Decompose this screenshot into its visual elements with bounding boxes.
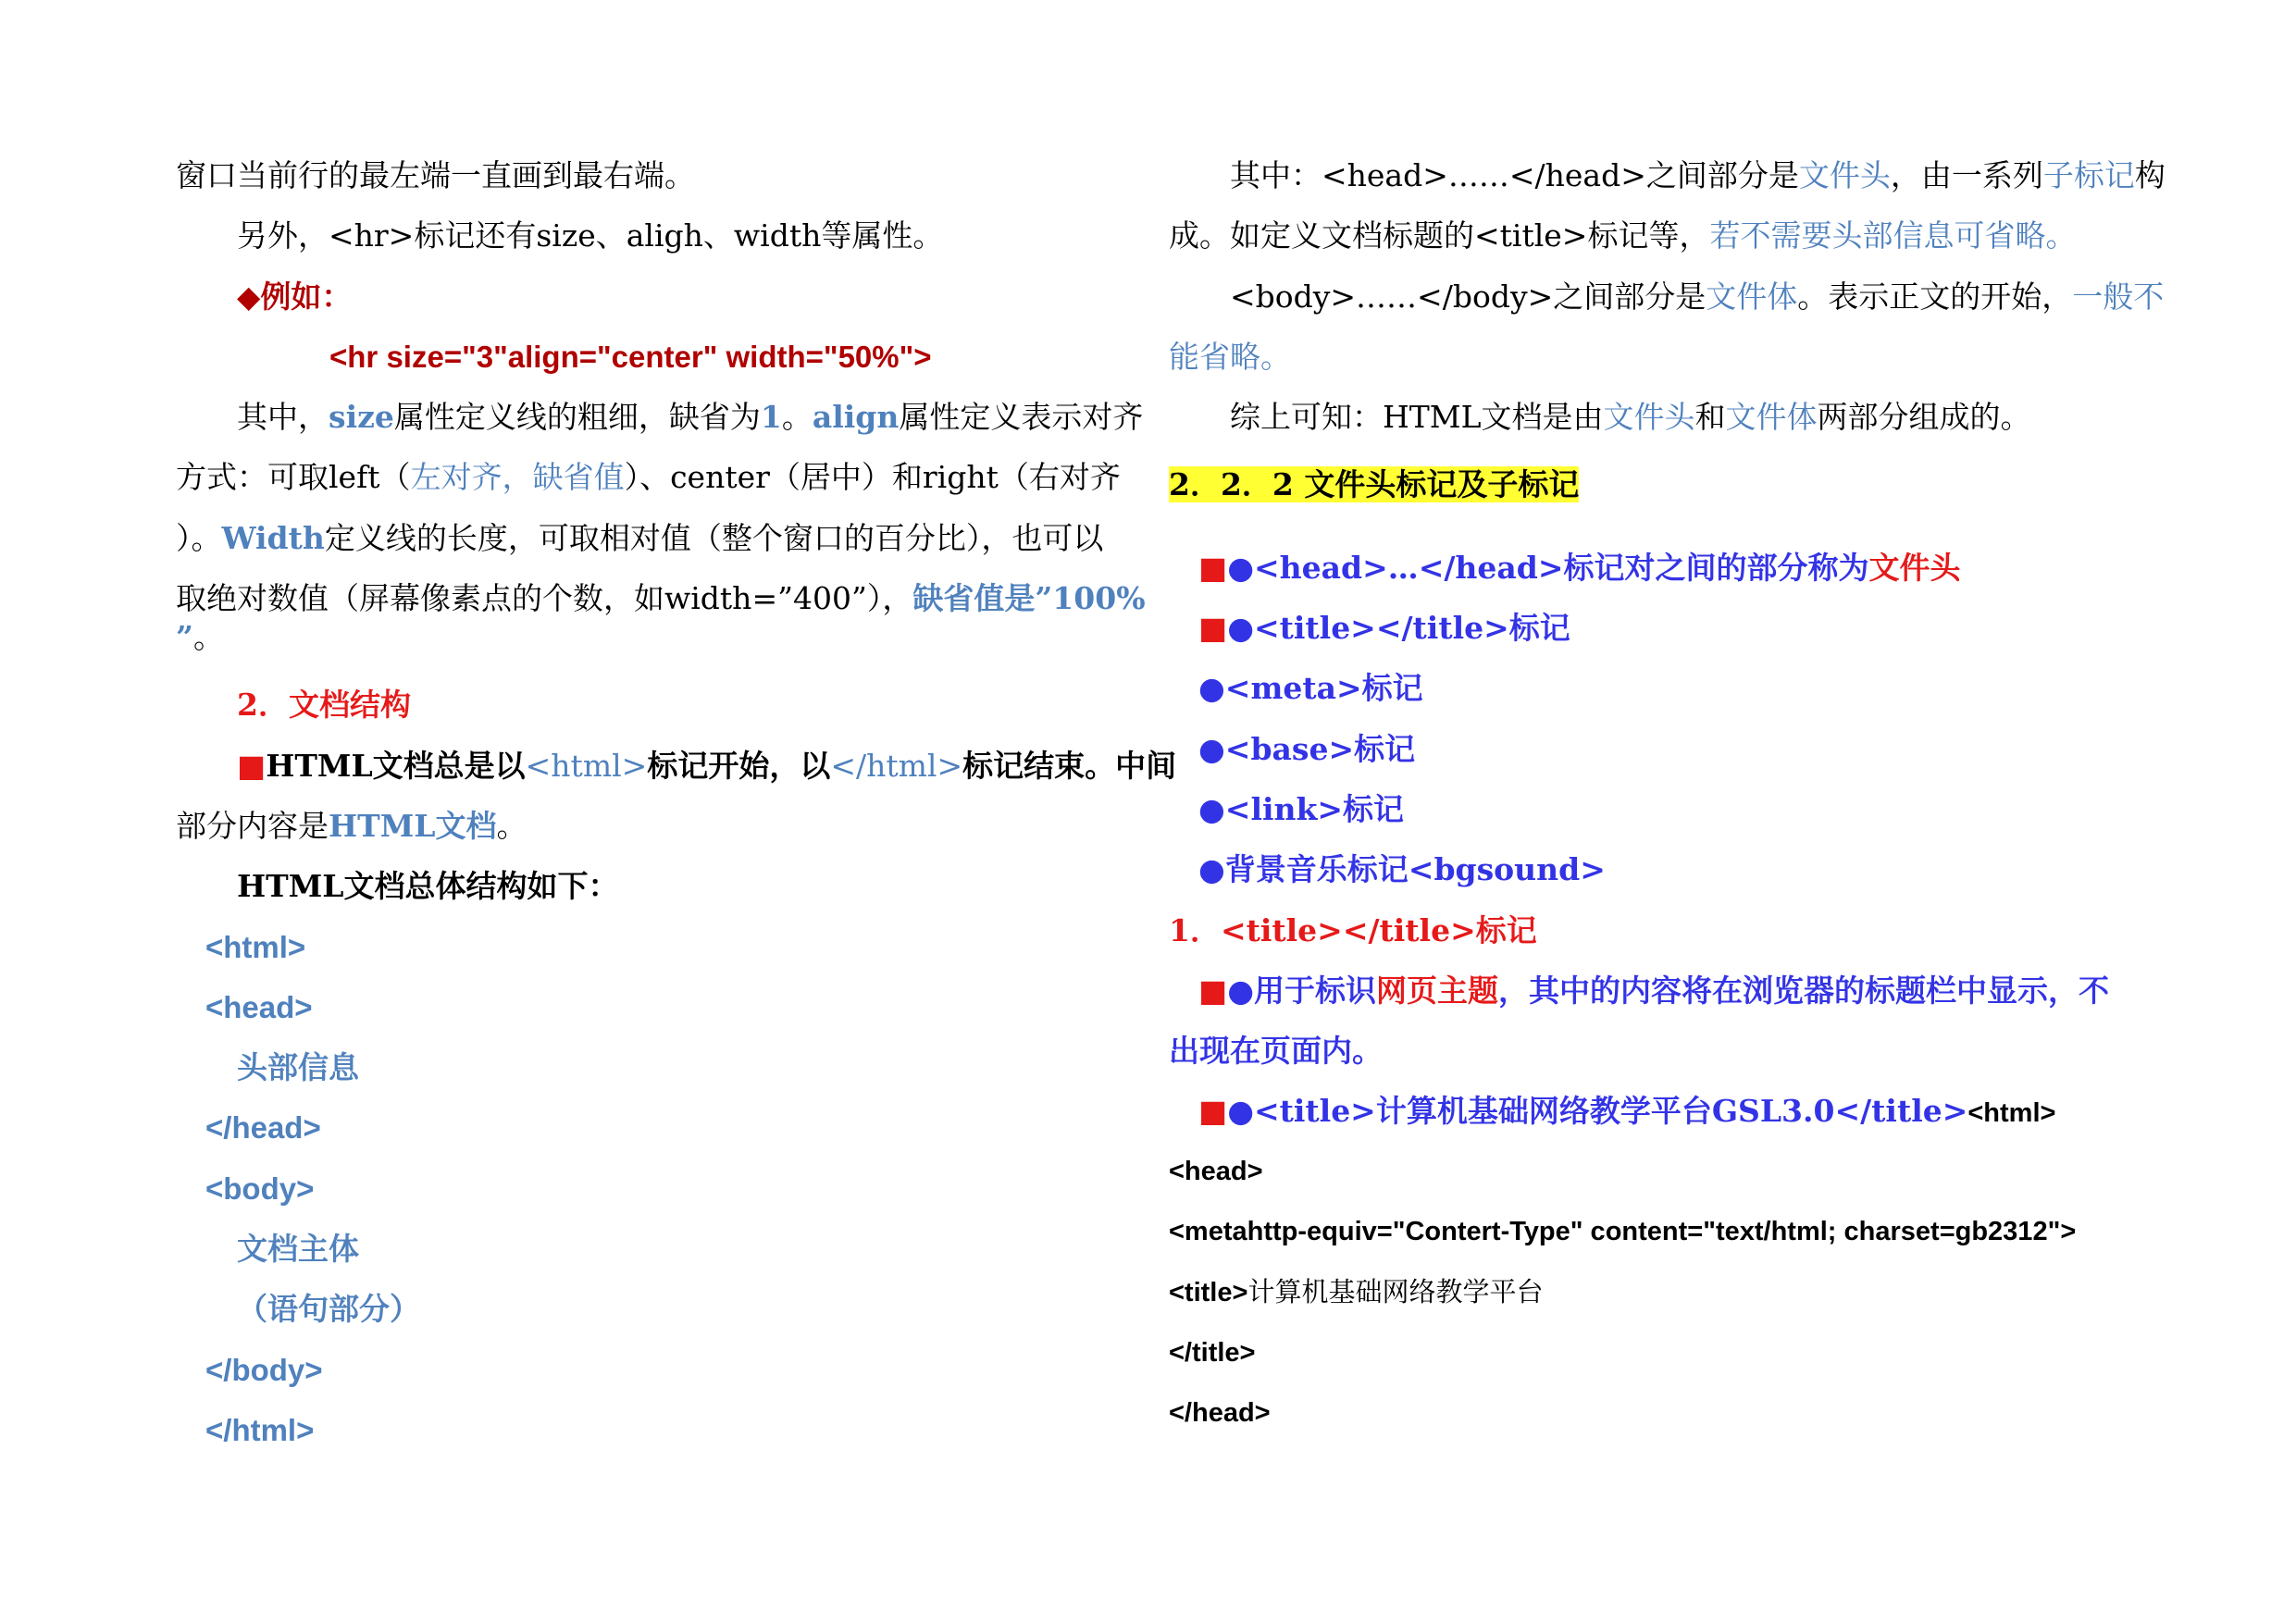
example-text: 例如： [260,278,353,315]
text: 。 [192,619,224,656]
item-text: ●<title></title>标记 [1227,610,1570,647]
paragraph-line [1169,1021,2131,1081]
text: 成。如定义文档标题的<title>标记等， [1169,217,1710,254]
paragraph-line [1169,1081,2131,1141]
code-line [176,1158,1143,1219]
term: size [329,399,394,436]
term: Width [221,519,325,556]
highlighted-heading: 2．2．2 文件头标记及子标记 [1169,466,1580,503]
text: HTML文档总体结构如下： [237,868,619,905]
heading-text: 2．文档结构 [237,687,411,724]
right-column [1169,145,2166,1443]
list-item [1169,658,2131,718]
code-text: </body> [205,1352,323,1387]
code-text: </title> [1169,1337,1256,1368]
text: ，其中的内容将在浏览器的标题栏中显示，不 [1497,972,2109,1009]
heading-text: 1．<title></title>标记 [1169,911,1537,948]
item-text: ●背景音乐标记<bgsound> [1198,851,1606,888]
code-text: <title> [1169,1278,1248,1308]
term: align [812,399,900,436]
example-code [176,327,1143,387]
text: ，由一系列 [1890,157,2043,193]
term: 能省略。 [1169,338,1291,375]
term: 1 [760,399,782,436]
code-text: （语句部分） [237,1291,420,1328]
list-item [1169,779,2131,839]
term: HTML文档 [329,807,497,844]
square-bullet-icon: ■ [1198,972,1228,1009]
list-item [1169,839,2131,899]
code-text: <hr size="3"align="center" width="50%"> [329,339,932,374]
code-text: <head> [205,989,313,1024]
code-text: <html> [205,929,306,964]
paragraph-line [1169,960,2131,1021]
example-label [176,266,1143,327]
text: 另外，<hr>标记还有size、aligh、width等属性。 [237,217,944,254]
paragraph-line [176,145,1143,205]
code-text: 文档主体 [237,1231,359,1268]
code-line [1169,1262,2131,1322]
code-text: <body> [205,1171,315,1206]
code-text: 头部信息 [237,1049,359,1086]
code-line [176,1340,1143,1400]
text: 取绝对数值（屏幕像素点的个数，如width=”400”）， [176,580,913,617]
code-text: 计算机基础网络教学平台 [1247,1276,1544,1308]
term: </html> [830,747,963,784]
diamond-icon: ◆ [237,278,261,315]
item-text: ●<link>标记 [1198,790,1405,827]
paragraph-line [176,508,1143,568]
paragraph-line [176,205,1143,266]
paragraph-line [1169,205,2131,266]
code-line [1169,1383,2131,1443]
square-bullet-icon: ■ [1198,1093,1228,1130]
text: 综上可知：HTML文档是由 [1230,399,1604,436]
text: 构 [2134,157,2166,193]
list-item [1169,598,2131,658]
text: ●<title>计算机基础网络教学平台GSL3.0</title> [1227,1093,1968,1130]
text: 其中， [237,399,329,436]
text: 。表示正文的开始， [1797,278,2073,315]
text: 标记结束。中间 [962,747,1177,784]
square-bullet-icon: ■ [1198,549,1228,586]
square-bullet-icon: ■ [1198,610,1228,647]
section-heading [1169,454,2131,514]
term: 一般不 [2072,278,2165,315]
paragraph-line [176,736,1177,796]
term: 文件头 [1603,399,1695,436]
list-item [1169,538,2131,598]
paragraph-line [176,568,1146,628]
code-line [176,1037,1143,1097]
term: 文件头 [1798,157,1891,193]
text: 方式：可取left（ [176,459,411,496]
list-item [1169,719,2131,779]
term: 文件体 [1706,278,1798,315]
text: 出现在页面内。 [1169,1033,1383,1070]
code-text: </head> [1169,1397,1271,1428]
term: 缺省值是”100% [912,580,1146,617]
code-text: </head> [205,1110,321,1146]
text: ●用于标识 [1227,972,1376,1009]
text: 标记开始，以 [647,747,831,784]
item-text: ●<head>…</head>标记对之间的部分称为 [1227,549,1869,586]
code-line [1169,1142,2131,1202]
code-text: </html> [205,1412,315,1447]
code-line [176,977,1143,1037]
term: 网页主题 [1375,972,1498,1009]
text: ）。 [176,519,222,556]
text: 其中：<head>……</head>之间部分是 [1230,157,1799,193]
paragraph-line [176,619,1143,675]
section-heading [176,675,1143,735]
text: 定义线的长度，可取相对值（整个窗口的百分比），也可以 [324,519,1104,556]
left-column [176,145,1177,1460]
code-line [1169,1202,2131,1262]
text: 属性定义线的粗细，缺省为 [393,399,761,436]
term: <html> [525,747,648,784]
paragraph-line [1169,266,2165,327]
paragraph-line [176,387,1143,447]
code-line [1169,1323,2131,1383]
text: 部分内容是 [176,807,329,844]
text: 窗口当前行的最左端一直画到最右端。 [176,157,695,193]
paragraph-line [176,796,1143,856]
code-text: <html> [1967,1098,2056,1129]
term: 文件体 [1725,399,1818,436]
term: 左对齐，缺省值 [410,459,625,496]
paragraph-line [1169,145,2166,205]
code-line [176,1279,1143,1339]
paragraph-line [1169,387,2131,447]
text: <body>……</body>之间部分是 [1230,278,1706,315]
square-bullet-icon: ■ [237,747,267,784]
code-text: <metahttp-equiv="Contert-Type" content="text/html; charset=gb2312"> [1169,1217,2077,1247]
item-text: ●<base>标记 [1198,730,1416,767]
code-line [176,1219,1143,1279]
text: 。 [496,807,527,844]
code-line [176,1097,1143,1158]
paragraph-line [1169,327,2131,387]
text: 属性定义表示对齐 [899,399,1144,436]
subsection-heading [1169,900,2131,960]
item-emphasis: 文件头 [1868,549,1961,586]
text: 。 [781,399,813,436]
code-line [176,1400,1143,1460]
item-text: ●<meta>标记 [1198,670,1423,707]
code-line [176,917,1143,977]
code-text: <head> [1169,1156,1263,1186]
term: ” [176,619,193,656]
text: 两部分组成的。 [1817,399,2031,436]
text: 和 [1694,399,1726,436]
paragraph-line [176,447,1143,507]
term: 子标记 [2042,157,2135,193]
paragraph-line [176,856,1143,916]
text: HTML文档总是以 [266,747,526,784]
term: 若不需要头部信息可省略。 [1709,217,2077,254]
text: ）、center（居中）和right（右对齐 [624,459,1121,496]
